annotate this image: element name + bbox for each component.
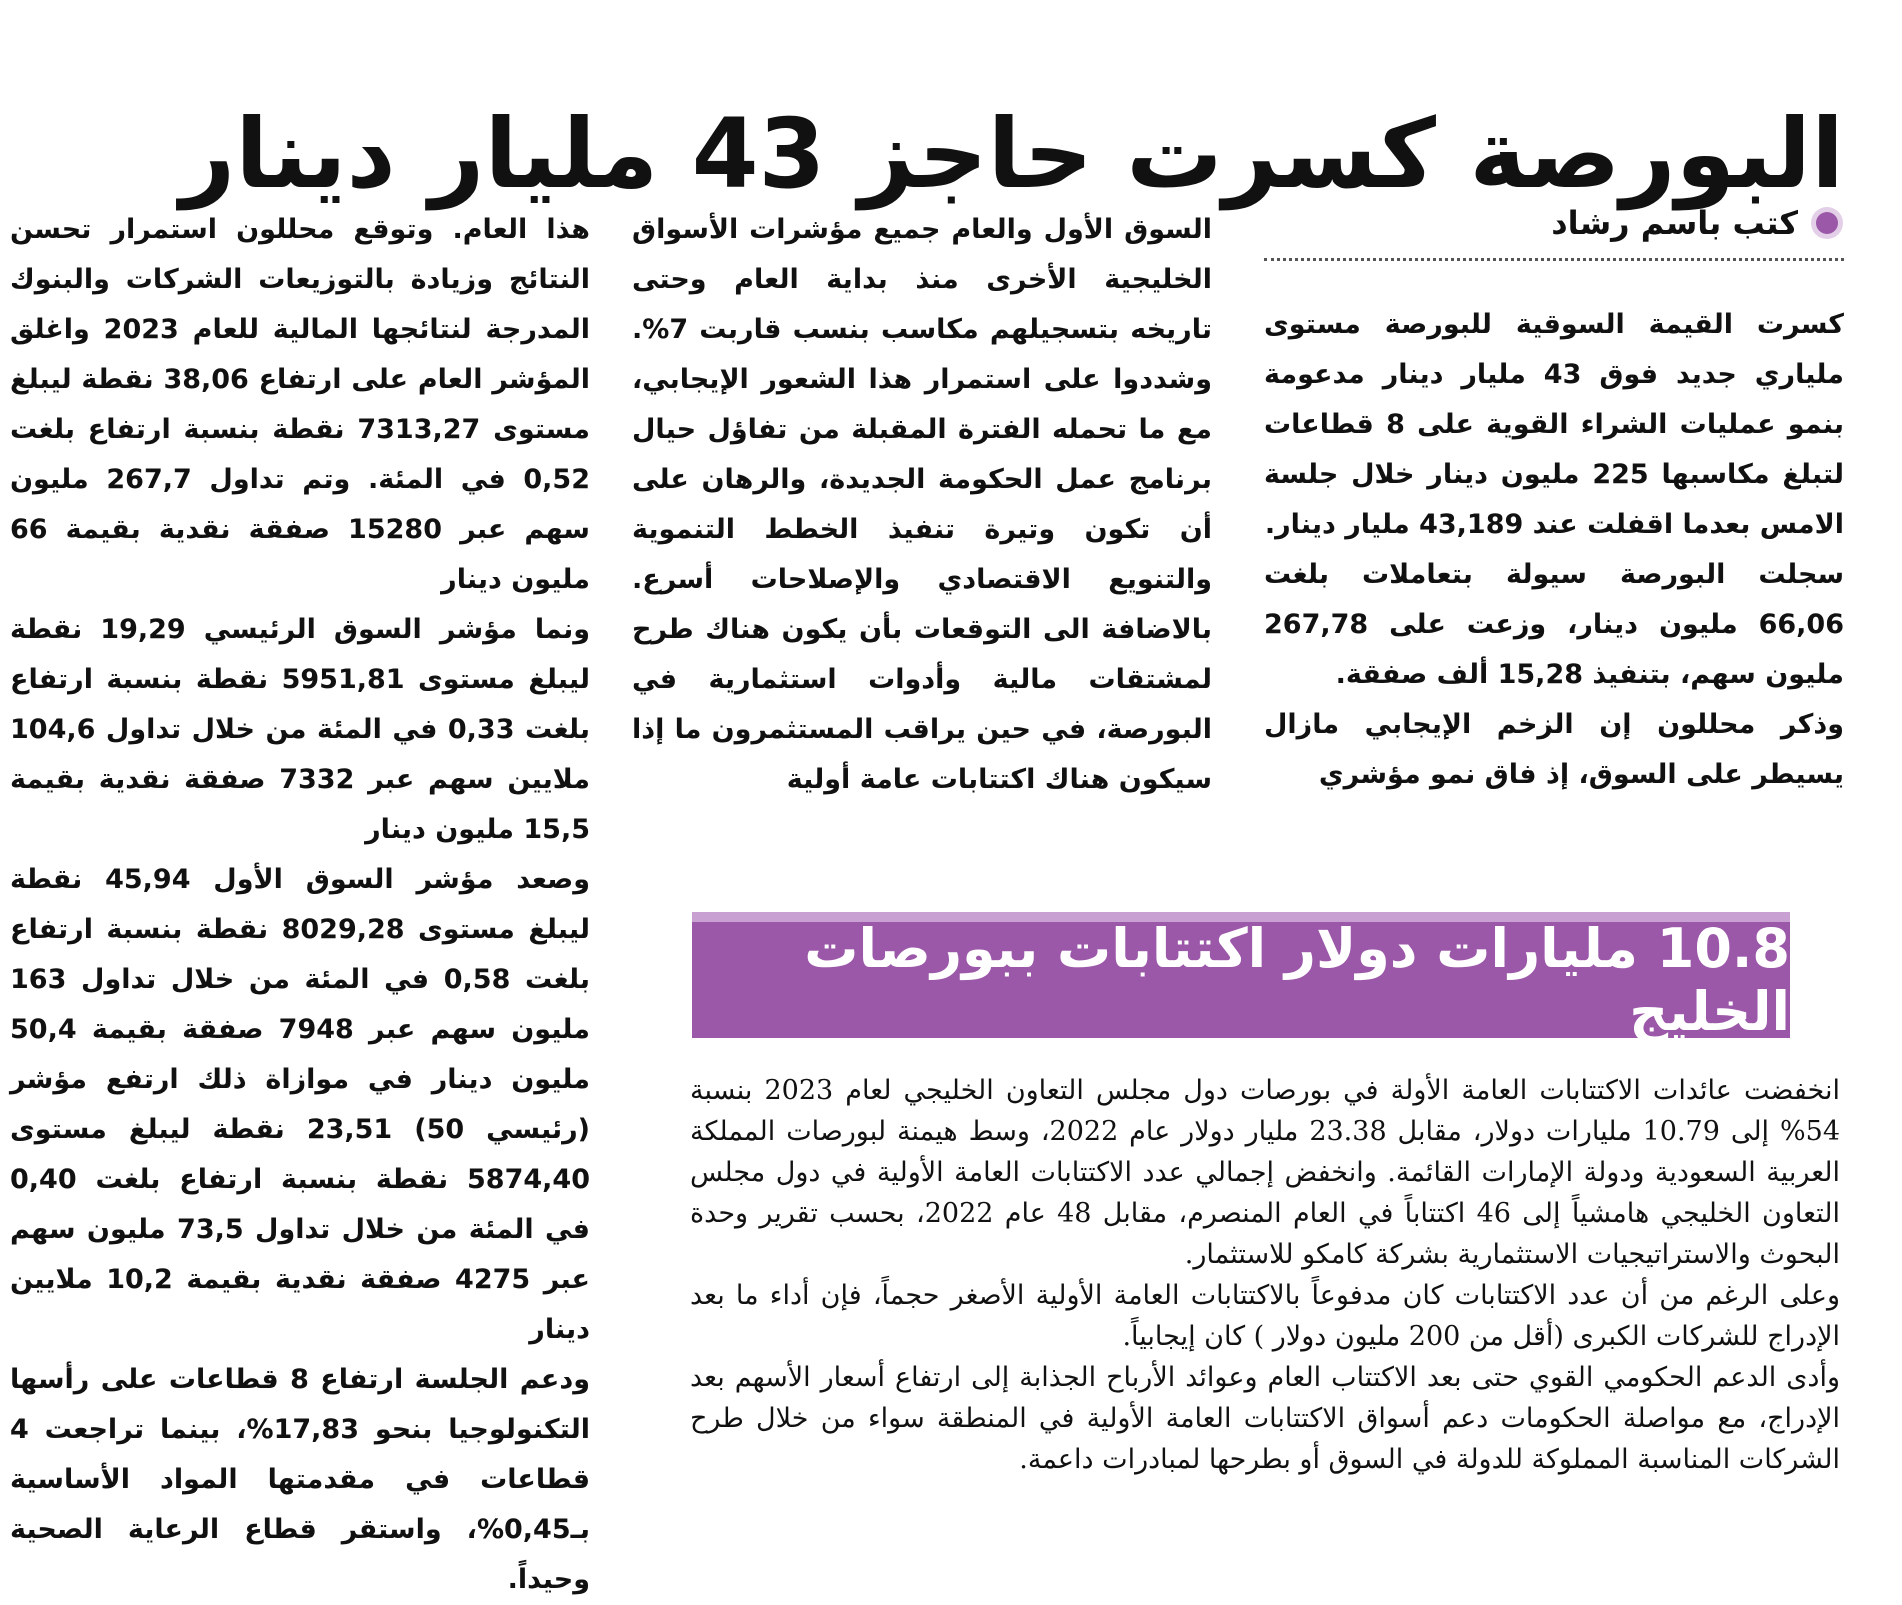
bullet-dot-icon bbox=[1816, 212, 1838, 234]
paragraph: وصعد مؤشر السوق الأول 45,94 نقطة ليبلغ مستوى 8029,28 نقطة بنسبة ارتفاع بلغت 0,58 في المئة من خلال تداول 163 مليون سهم عبر 7948 صفقة بقيمة 50,4 مليون دينار في موازاة ذلك ارتفع مؤشر (رئيسي 50) 23,51 نقطة ليبلغ مستوى 5874,40 نقطة بنسبة ارتفاع بلغت 0,40 في المئة من خلال تداول 73,5 مليون سهم عبر 4275 صفقة نقدية بقيمة 10,2 ملايين دينار bbox=[10, 864, 590, 1345]
paragraph: سجلت البورصة سيولة بتعاملات بلغت 66,06 مليون دينار، وزعت على 267,78 مليون سهم، بتنفيذ 15,28 ألف صفقة. bbox=[1264, 559, 1844, 690]
paragraph: وعلى الرغم من أن عدد الاكتتابات كان مدفوعاً بالاكتتابات العامة الأولية الأصغر حجماً، فإن أداء ما بعد الإدراج للشركات الكبرى (أقل من 200 مليون دولار ) كان إيجابياً. bbox=[690, 1280, 1840, 1352]
paragraph: هذا العام. وتوقع محللون استمرار تحسن النتائج وزيادة بالتوزيعات الشركات والبنوك المدرجة لنتائجها المالية للعام 2023 واغلق المؤشر العام على ارتفاع 38,06 نقطة ليبلغ مستوى 7313,27 نقطة بنسبة ارتفاع بلغت 0,52 في المئة. وتم تداول 267,7 مليون سهم عبر 15280 صفقة نقدية بقيمة 66 مليون دينار bbox=[10, 214, 590, 595]
article-column-right bbox=[1264, 300, 1844, 800]
article-column-middle bbox=[632, 205, 1212, 805]
sidebar-body bbox=[690, 1070, 1840, 1480]
paragraph: ودعم الجلسة ارتفاع 8 قطاعات على رأسها التكنولوجيا بنحو 17,83%، بينما تراجعت 4 قطاعات في مقدمتها المواد الأساسية بـ0,45%، واستقر قطاع الرعاية الصحية وحيداً. bbox=[10, 1364, 590, 1595]
sidebar-title: 10.8 مليارات دولار اكتتابات ببورصات الخليج bbox=[804, 917, 1790, 1043]
author-name: كتب باسم رشاد bbox=[1551, 204, 1798, 242]
sidebar-title-banner bbox=[692, 912, 1790, 1043]
byline bbox=[1264, 204, 1844, 261]
paragraph: السوق الأول والعام جميع مؤشرات الأسواق الخليجية الأخرى منذ بداية العام وحتى تاريخه بتسجيلهم مكاسب بنسب قاربت 7%. وشددوا على استمرار هذا الشعور الإيجابي، مع ما تحمله الفترة المقبلة من تفاؤل حيال برنامج عمل الحكومة الجديدة، والرهان على أن تكون وتيرة تنفيذ الخطط التنموية والتنويع الاقتصادي والإصلاحات أسرع. بالاضافة الى التوقعات بأن يكون هناك طرح لمشتقات مالية وأدوات استثمارية في البورصة، في حين يراقب المستثمرون ما إذا سيكون هناك اكتتابات عامة أولية bbox=[632, 214, 1212, 795]
paragraph: وذكر محللون إن الزخم الإيجابي مازال يسيطر على السوق، إذ فاق نمو مؤشري bbox=[1264, 709, 1844, 790]
paragraph: وأدى الدعم الحكومي القوي حتى بعد الاكتتاب العام وعوائد الأرباح الجذابة إلى ارتفاع أسعار الأسهم بعد الإدراج، مع مواصلة الحكومات دعم أسواق الاكتتابات العامة الأولية في المنطقة سواء من خلال طرح الشركات المناسبة المملوكة للدولة في السوق أو بطرحها لمبادرات داعمة. bbox=[690, 1362, 1840, 1475]
headline: البورصة كسرت حاجز 43 مليار دينار bbox=[179, 98, 1844, 211]
paragraph: كسرت القيمة السوقية للبورصة مستوى ملياري جديد فوق 43 مليار دينار مدعومة بنمو عمليات الشراء القوية على 8 قطاعات لتبلغ مكاسبها 225 مليون دينار خلال جلسة الامس بعدما اقفلت عند 43,189 مليار دينار. bbox=[1264, 309, 1845, 540]
paragraph: انخفضت عائدات الاكتتابات العامة الأولة في بورصات دول مجلس التعاون الخليجي لعام 2023 بنسبة 54% إلى 10.79 مليارات دولار، مقابل 23.38 مليار دولار عام 2022، وسط هيمنة لبورصات المملكة العربية السعودية ودولة الإمارات القائمة. وانخفض إجمالي عدد الاكتتابات العامة الأولية في دول مجلس التعاون الخليجي هامشياً إلى 46 اكتتاباً في العام المنصرم، مقابل 48 عام 2022، بحسب تقرير وحدة البحوث والاستراتيجيات الاستثمارية بشركة كامكو للاستثمار. bbox=[690, 1075, 1840, 1270]
paragraph: ونما مؤشر السوق الرئيسي 19,29 نقطة ليبلغ مستوى 5951,81 نقطة بنسبة ارتفاع بلغت 0,33 في المئة من خلال تداول 104,6 ملايين سهم عبر 7332 صفقة نقدية بقيمة 15,5 مليون دينار bbox=[10, 614, 591, 845]
article-column-left bbox=[10, 205, 590, 1605]
